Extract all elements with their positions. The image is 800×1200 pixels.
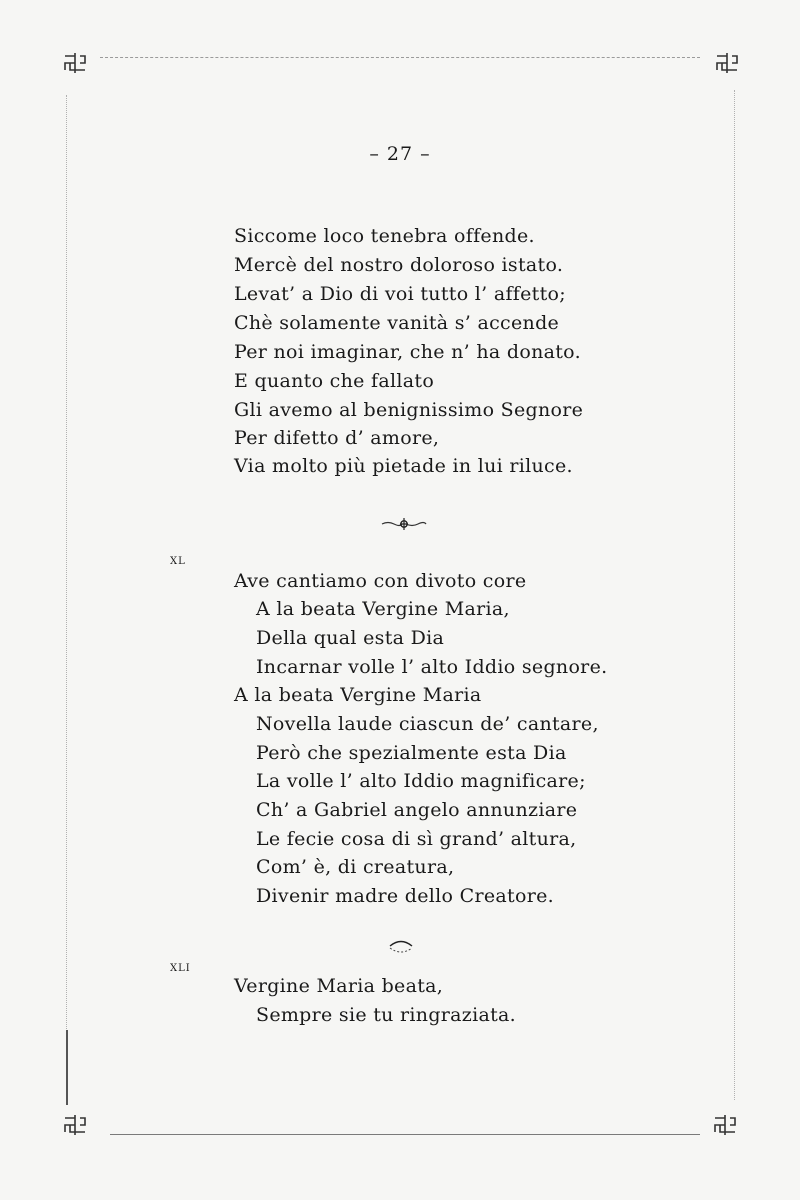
verse-line: Le fecie cosa di sì grand’ altura, [256, 828, 577, 850]
lauda-number: XL [170, 556, 186, 567]
page-number: – 27 – [369, 143, 431, 165]
verse-line: Divenir madre dello Creatore. [256, 885, 554, 907]
frame-right-rule [734, 90, 735, 1100]
corner-ornament-icon [62, 1112, 88, 1138]
verse-line: Per noi imaginar, che n’ ha donato. [234, 341, 581, 363]
frame-top-rule [100, 57, 700, 58]
verse-line: Siccome loco tenebra offende. [234, 225, 535, 247]
verse-line: Della qual esta Dia [256, 627, 445, 649]
verse-line: Levat’ a Dio di voi tutto l’ affetto; [234, 283, 566, 305]
verse-line: Ave cantiamo con divoto core [234, 570, 527, 592]
verse-line: A la beata Vergine Maria [234, 684, 482, 706]
small-ornament-icon [386, 938, 416, 956]
verse-line: Chè solamente vanità s’ accende [234, 312, 560, 334]
frame-left-rule-low [66, 1030, 68, 1105]
verse-line: E quanto che fallato [234, 370, 435, 392]
corner-ornament-icon [712, 1112, 738, 1138]
verse-line: Sempre sie tu ringraziata. [256, 1004, 517, 1026]
frame-left-rule [66, 95, 67, 1105]
verse-line: La volle l’ alto Iddio magnificare; [256, 770, 586, 792]
verse-line: Gli avemo al benignissimo Segnore [234, 399, 584, 421]
lauda-number: XLI [170, 963, 191, 974]
verse-line: Com’ è, di creatura, [256, 856, 455, 878]
verse-line: Incarnar volle l’ alto Iddio segnore. [256, 656, 608, 678]
verse-line: Mercè del nostro doloroso istato. [234, 254, 564, 276]
verse-line: Però che spezialmente esta Dia [256, 742, 567, 764]
verse-line: Vergine Maria beata, [234, 975, 444, 997]
corner-ornament-icon [714, 50, 740, 76]
verse-line: A la beata Vergine Maria, [256, 598, 510, 620]
verse-line: Ch’ a Gabriel angelo annunziare [256, 799, 578, 821]
verse-line: Novella laude ciascun de’ cantare, [256, 713, 599, 735]
fleuron-separator-icon [380, 515, 428, 531]
verse-line: Per difetto d’ amore, [234, 427, 440, 449]
frame-bottom-rule [110, 1134, 700, 1135]
corner-ornament-icon [62, 50, 88, 76]
verse-line: Via molto più pietade in lui riluce. [234, 455, 573, 477]
